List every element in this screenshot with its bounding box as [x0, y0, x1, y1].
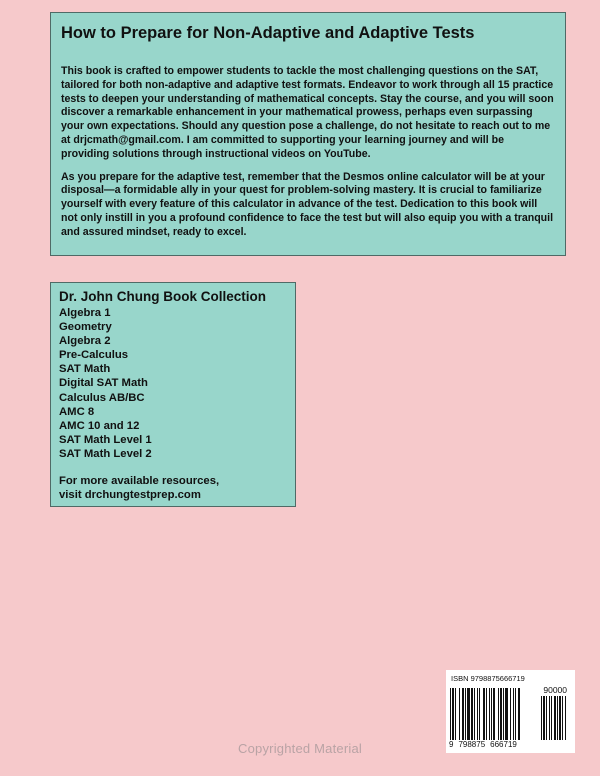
book-item: SAT Math	[59, 363, 111, 376]
barcode-addon-bar	[557, 696, 558, 740]
resources-line-2: visit drchungtestprep.com	[59, 489, 201, 502]
barcode-addon-bar	[559, 696, 561, 740]
barcode-bar	[452, 688, 454, 740]
barcode-addon-bar	[546, 696, 547, 740]
book-item: Pre-Calculus	[59, 349, 129, 362]
book-item: Geometry	[59, 321, 112, 334]
price-code: 90000	[543, 685, 567, 695]
barcode-bar	[450, 688, 451, 740]
resources-note	[59, 474, 287, 502]
barcode-bar	[500, 688, 502, 740]
barcode-addon-bar	[543, 696, 545, 740]
barcode-addon-bar	[554, 696, 556, 740]
book-item: SAT Math Level 1	[59, 433, 152, 446]
book-list	[59, 306, 287, 461]
barcode-addon-bar	[541, 696, 542, 740]
book-item: Calculus AB/BC	[59, 391, 145, 404]
barcode-bar	[489, 688, 490, 740]
barcode-bar	[462, 688, 464, 740]
barcode-bar	[515, 688, 516, 740]
barcode-bar	[483, 688, 485, 740]
collection-title: Dr. John Chung Book Collection	[59, 289, 266, 304]
intro-paragraph-1: This book is crafted to empower students to tackle the most challenging questions on the SAT, tailored for both non-adaptive and adaptive test formats. Endeavor to work through all 15 practice tests to deepen your understanding of mathematical concepts. Stay the course, and you will soon discover a remarkable enhancement in your mathematical prowess, perhaps even surpassing your own expectations. Should any question pose a challenge, do not hesitate to reach out to me at drjcmath@gmail.com. I am committed to supporting your learning journey and will be providing solutions through instructional videos on YouTube.	[61, 65, 554, 160]
barcode-bar	[455, 688, 456, 740]
intro-paragraph-2: As you prepare for the adaptive test, remember that the Desmos online calculator will be at your disposal—a formidable ally in your quest for problem-solving mastery. It is crucial to familiarize yourself with every feature of this calculator in advance of the test. Dedication to this book will not only instill in you a profound confidence to face the test but will also equip you with a tranquil and assured mindset, ready to excel.	[61, 170, 554, 238]
barcode-bar	[479, 688, 480, 740]
barcode-bar	[471, 688, 473, 740]
barcode-bar	[459, 688, 460, 740]
barcode-bar	[518, 688, 520, 740]
book-item: SAT Math Level 2	[59, 447, 152, 460]
resources-line-1: For more available resources,	[59, 475, 220, 488]
barcode-digit-group: 798875	[458, 740, 486, 749]
barcode-bar	[505, 688, 508, 740]
barcode-digit-group: 666719	[490, 740, 517, 749]
intro-title: How to Prepare for Non-Adaptive and Adaptive Tests	[61, 24, 475, 42]
barcode-bar	[491, 688, 492, 740]
barcode-addon-bar	[549, 696, 550, 740]
intro-box	[50, 12, 566, 256]
barcode-bar	[510, 688, 511, 740]
barcode-bar	[493, 688, 495, 740]
barcode-bars	[449, 684, 572, 740]
barcode-addon-bar	[565, 696, 566, 740]
isbn-label: ISBN 9798875666719	[451, 674, 525, 683]
watermark-bottom: Copyrighted Material	[238, 741, 362, 756]
barcode-bar	[467, 688, 470, 740]
barcode-bar	[498, 688, 499, 740]
barcode-bar	[513, 688, 514, 740]
book-item: AMC 8	[59, 405, 95, 418]
book-item: Algebra 1	[59, 307, 111, 319]
barcode-digit-group: 9	[449, 740, 454, 749]
collection-box	[50, 282, 296, 507]
barcode-bar	[503, 688, 504, 740]
book-item: Algebra 2	[59, 335, 111, 348]
barcode-bar	[477, 688, 478, 740]
barcode-bar	[486, 688, 487, 740]
book-item: AMC 10 and 12	[59, 419, 140, 432]
barcode-addon-bar	[562, 696, 563, 740]
barcode-bar	[465, 688, 466, 740]
book-item: Digital SAT Math	[59, 377, 148, 390]
barcode-addon-bar	[551, 696, 552, 740]
barcode-bar	[474, 688, 475, 740]
